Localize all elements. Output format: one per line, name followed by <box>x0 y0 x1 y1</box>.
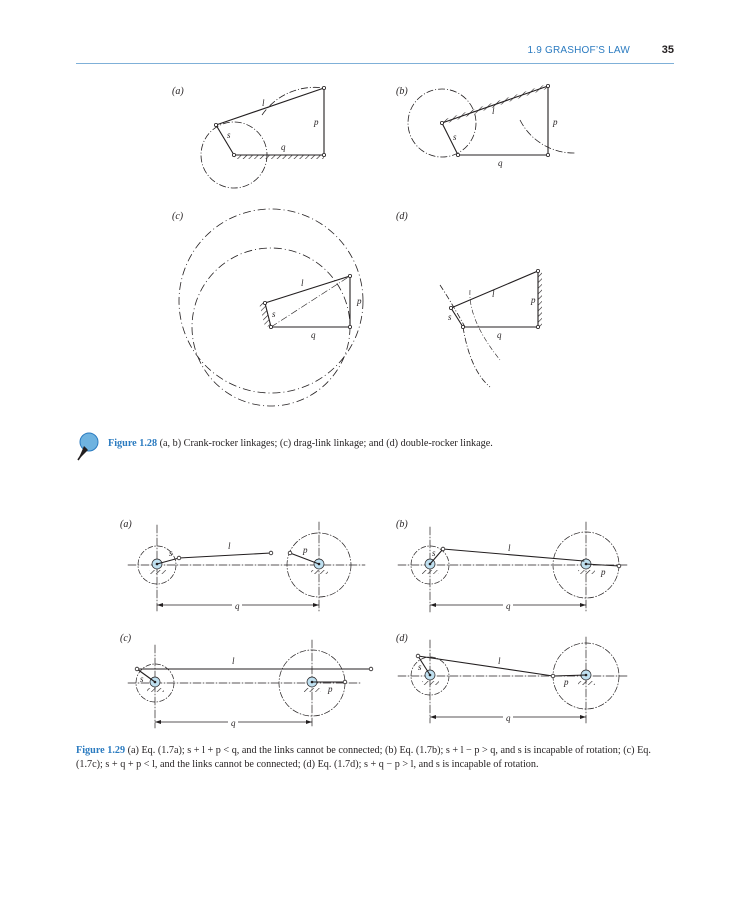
link-label-l: l <box>492 289 495 299</box>
joint <box>288 551 292 555</box>
dimension-arrow <box>580 603 586 607</box>
link-label-s: s <box>448 312 452 322</box>
pivot <box>214 123 217 126</box>
link-label-s: s <box>272 309 276 319</box>
link-label-s: s <box>453 132 457 142</box>
fig-1-29-panel-a <box>120 519 365 612</box>
ground-hatch <box>259 302 271 327</box>
link-label-p: p <box>564 677 569 687</box>
link-l <box>418 656 553 676</box>
link-label-p: p <box>314 117 319 127</box>
link-label-q: q <box>497 330 502 340</box>
pivot <box>269 325 272 328</box>
joint <box>617 564 621 568</box>
link-label-q: q <box>311 330 316 340</box>
panel-label-a: (a) <box>172 86 184 97</box>
running-head: 1.9 GRASHOF’S LAW <box>527 45 630 56</box>
ground-hatch <box>304 688 321 692</box>
pivot <box>263 301 266 304</box>
pivot <box>348 274 351 277</box>
dimension-label-q: q <box>506 601 511 611</box>
link-l <box>443 549 584 561</box>
link-label-s: s <box>432 548 436 558</box>
dimension-arrow <box>155 720 161 724</box>
link-label-l: l <box>301 278 304 288</box>
link-label-q: q <box>498 158 503 168</box>
fig-1-28-panel-c <box>172 209 363 406</box>
panel-label-a: (a) <box>120 519 132 530</box>
caption-text: (a, b) Crank-rocker linkages; (c) drag-link linkage; and (d) double-rocker linkage. <box>157 438 493 449</box>
caption-text: (a) Eq. (1.7a); s + l + p < q, and the links cannot be connected; (b) Eq. (1.7b); s + l − p > q, and s is incapable of rotation; (c) Eq. (1.7c); s + q + p < l, and the links cannot be connected; (d) Eq. (1.7d); s + q − p > l, and s is incapable of rotation. <box>76 745 651 770</box>
joint <box>269 551 273 555</box>
panel-label-b: (b) <box>396 86 408 97</box>
pivot <box>456 153 459 156</box>
link-label-p: p <box>531 295 536 305</box>
link-label-l: l <box>228 541 231 551</box>
pivot-center <box>585 563 588 566</box>
pivot-center <box>429 563 432 566</box>
panel-label-d: (d) <box>396 211 408 222</box>
joint <box>416 654 420 658</box>
figure-1-28 <box>172 84 575 406</box>
joint <box>343 680 347 684</box>
pivot <box>536 325 539 328</box>
pivot <box>461 325 464 328</box>
pivot <box>232 153 235 156</box>
pivot-center <box>585 674 588 677</box>
link-label-s: s <box>140 674 144 684</box>
pointer-note-icon <box>76 432 100 462</box>
pivot-center <box>311 681 314 684</box>
link-label-l: l <box>498 656 501 666</box>
dimension-arrow <box>157 603 163 607</box>
pivot-center <box>154 681 157 684</box>
link-label-p: p <box>601 567 606 577</box>
ground-hatch <box>578 570 595 574</box>
dimension-label-q: q <box>506 713 511 723</box>
link-label-p: p <box>328 684 333 694</box>
ground-hatch <box>149 570 166 574</box>
joint <box>369 667 373 671</box>
figure-1-28-caption <box>108 437 668 451</box>
joint <box>135 667 139 671</box>
four-bar-linkage <box>216 88 324 155</box>
fig-1-29-panel-c <box>120 633 373 728</box>
fig-1-28-panel-a <box>172 86 326 188</box>
panel-label-c: (c) <box>172 211 184 222</box>
link-l <box>179 553 271 558</box>
dimension-arrow <box>313 603 319 607</box>
pivot-center <box>429 674 432 677</box>
joint <box>177 556 181 560</box>
pivot <box>449 306 452 309</box>
figure-1-29-caption <box>76 744 676 772</box>
joint <box>441 547 445 551</box>
link-label-p: p <box>357 296 362 306</box>
link-label-s: s <box>418 662 422 672</box>
pivot <box>348 325 351 328</box>
link-label-q: q <box>281 142 286 152</box>
dimension-label-q: q <box>231 718 236 728</box>
figure-1-29 <box>120 519 627 728</box>
pivot <box>546 153 549 156</box>
rocker-arc <box>470 290 500 360</box>
pivot <box>546 84 549 87</box>
figure-label: Figure 1.28 <box>108 438 158 449</box>
dimension-arrow <box>430 603 436 607</box>
dimension-arrow <box>580 715 586 719</box>
pivot <box>536 269 539 272</box>
pivot-center <box>156 563 159 566</box>
ground-hatch <box>578 681 595 685</box>
dimension-arrow <box>430 715 436 719</box>
figure-label: Figure 1.29 <box>76 745 126 756</box>
pivot <box>322 153 325 156</box>
ground-hatch <box>147 688 164 692</box>
ground-hatch <box>311 570 328 574</box>
pivot-center <box>318 563 321 566</box>
four-bar-linkage <box>451 271 538 327</box>
fig-1-28-panel-d <box>396 211 542 387</box>
rocker-arc <box>463 327 490 387</box>
panel-label-d: (d) <box>396 633 408 644</box>
ground-hatch <box>422 681 439 685</box>
fig-1-29-panel-b <box>396 519 627 612</box>
link-label-l: l <box>232 656 235 666</box>
link-label-s: s <box>227 130 231 140</box>
four-bar-linkage <box>265 276 350 327</box>
link-label-p: p <box>303 545 308 555</box>
link-label-l: l <box>508 543 511 553</box>
page-number: 35 <box>661 44 674 56</box>
link-label-s: s <box>169 548 173 558</box>
link-label-l: l <box>492 106 495 116</box>
joint <box>551 674 555 678</box>
fig-1-29-panel-d <box>396 633 627 723</box>
panel-label-b: (b) <box>396 519 408 530</box>
dimension-arrow <box>306 720 312 724</box>
construction-line <box>271 276 350 327</box>
pivot <box>440 121 443 124</box>
four-bar-linkage <box>442 86 548 155</box>
ground-hatch <box>234 155 324 159</box>
fig-1-28-panel-b <box>396 84 575 168</box>
rocker-arc <box>440 285 465 327</box>
ground-hatch <box>422 570 439 574</box>
link-label-l: l <box>262 98 265 108</box>
panel-label-c: (c) <box>120 633 132 644</box>
dimension-label-q: q <box>235 601 240 611</box>
link-label-p: p <box>553 117 558 127</box>
pivot <box>322 86 325 89</box>
ground-hatch <box>538 270 542 328</box>
